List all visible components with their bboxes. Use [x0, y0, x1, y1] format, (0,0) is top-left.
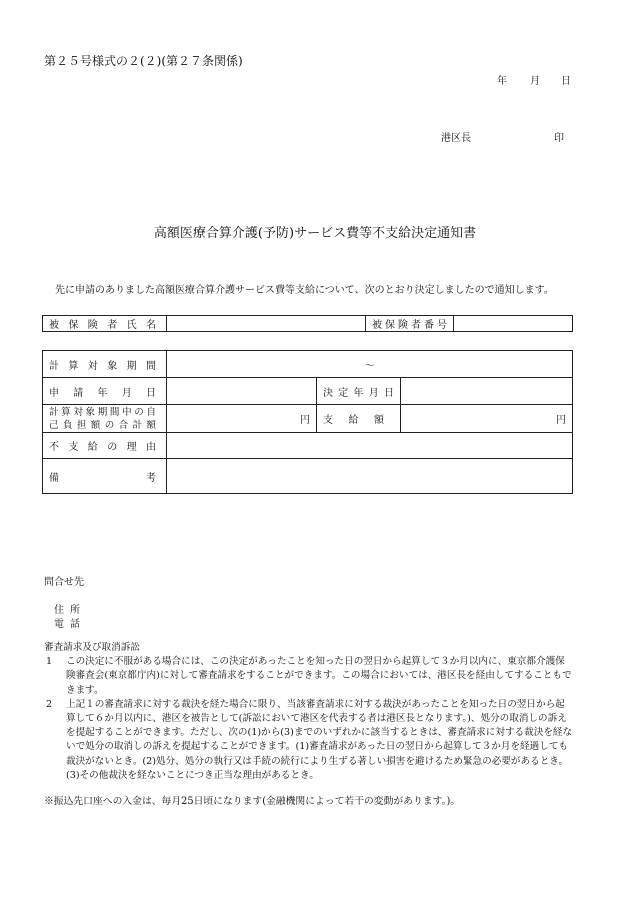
- appeal-item-text: 上記１の審査請求に対する裁決を経た場合に限り、当該審査請求に対する裁決があったことを知った日の翌日から起算して６か月以内に、港区を被告として(訴訟において港区を代表する者は港区長となります。)、処分の取消しの訴えを提起することができます。ただし、次の(1)から(3)までのいずれかに該当するときは、審査請求に対する裁決を経ないで処分の取消しの訴えを提起することができます。(1)審査請求があった日の翌日から起算して３か月を経過しても裁決がないとき。(2)処分、処分の執行又は手続の続行により生ずる著しい損害を避けるため緊急の必要があるとき。(3)その他裁決を経ないことにつき正当な理由があるとき。: [66, 698, 573, 781]
- date-month-label: 月: [530, 76, 540, 87]
- reason-label: 不支給の理由: [49, 442, 156, 453]
- intro-text: 先に申請のありました高額医療合算介護サービス費等支給について、次のとおり決定しましたので通知します。: [55, 285, 554, 296]
- insured-name-label-cell: [43, 316, 167, 332]
- reason-label-cell: [43, 433, 167, 459]
- application-date-label: 申請年月日: [49, 387, 156, 399]
- transfer-footnote: ※振込先口座への入金は、毎月25日頃になります(金融機関によって若干の変動があります。)。: [44, 796, 461, 807]
- decision-date-label-cell: [317, 378, 401, 405]
- appeal-item-text: この決定に不服がある場合には、この決定があったことを知った日の翌日から起算して３か月以内に、東京都介護保険審査会(東京都庁内)に対して審査請求をすることができます。この場合においては、港区長を経由してすることもできます。: [66, 656, 572, 696]
- insured-number-field[interactable]: [454, 316, 573, 332]
- appeal-item-number: 1: [46, 656, 53, 668]
- application-date-label-cell: [43, 378, 167, 405]
- period-label: 計算対象期間: [49, 360, 156, 372]
- insured-name-label: 被保険者氏名: [49, 320, 156, 331]
- contact-phone-label: 電話: [54, 619, 86, 630]
- insured-name-field[interactable]: [167, 316, 366, 332]
- insured-number-label: 被保険者番号: [372, 320, 447, 331]
- contact-address-label: 住所: [54, 605, 86, 616]
- appeal-item: [44, 698, 574, 783]
- appeal-heading: 審査請求及び取消訴訟: [44, 642, 140, 653]
- document-title: 高額医療合算介護(予防)サービス費等不支給決定通知書: [153, 226, 477, 241]
- self-pay-label-line2: 己負担額の合計額: [49, 419, 156, 431]
- contact-heading: 問合せ先: [44, 577, 84, 588]
- reason-field[interactable]: [167, 433, 573, 459]
- date-year-label: 年: [497, 76, 507, 87]
- insured-info-table: [42, 315, 573, 332]
- application-date-field[interactable]: [167, 378, 317, 405]
- appeal-item-number: 2: [46, 698, 53, 710]
- remarks-field[interactable]: [167, 459, 573, 494]
- payment-label-cell: [317, 405, 401, 433]
- self-pay-label-line1: 計算対象期間中の自: [49, 406, 156, 418]
- seal-mark: 印: [554, 133, 564, 144]
- issuer-title: 港区長: [441, 133, 471, 144]
- form-number: 第２５号様式の２(２)(第２７条関係): [44, 54, 243, 68]
- decision-table: [42, 350, 573, 494]
- payment-label: 支給額: [323, 415, 384, 426]
- appeal-section: [44, 641, 574, 783]
- decision-date-field[interactable]: [401, 378, 573, 405]
- insured-number-label-cell: [366, 316, 454, 332]
- payment-amount-field[interactable]: [401, 405, 573, 433]
- self-pay-yen-unit: 円: [300, 415, 310, 426]
- period-tilde: ～: [364, 360, 375, 372]
- payment-yen-unit: 円: [556, 415, 567, 426]
- appeal-item: [44, 655, 574, 698]
- period-label-cell: [43, 351, 167, 378]
- remarks-label: 備考: [49, 472, 156, 484]
- remarks-label-cell: [43, 459, 167, 494]
- decision-date-label: 決定年月日: [323, 387, 394, 399]
- period-field[interactable]: [167, 351, 573, 378]
- date-day-label: 日: [561, 76, 571, 87]
- self-pay-amount-field[interactable]: [167, 405, 317, 433]
- self-pay-label-cell: [43, 405, 167, 433]
